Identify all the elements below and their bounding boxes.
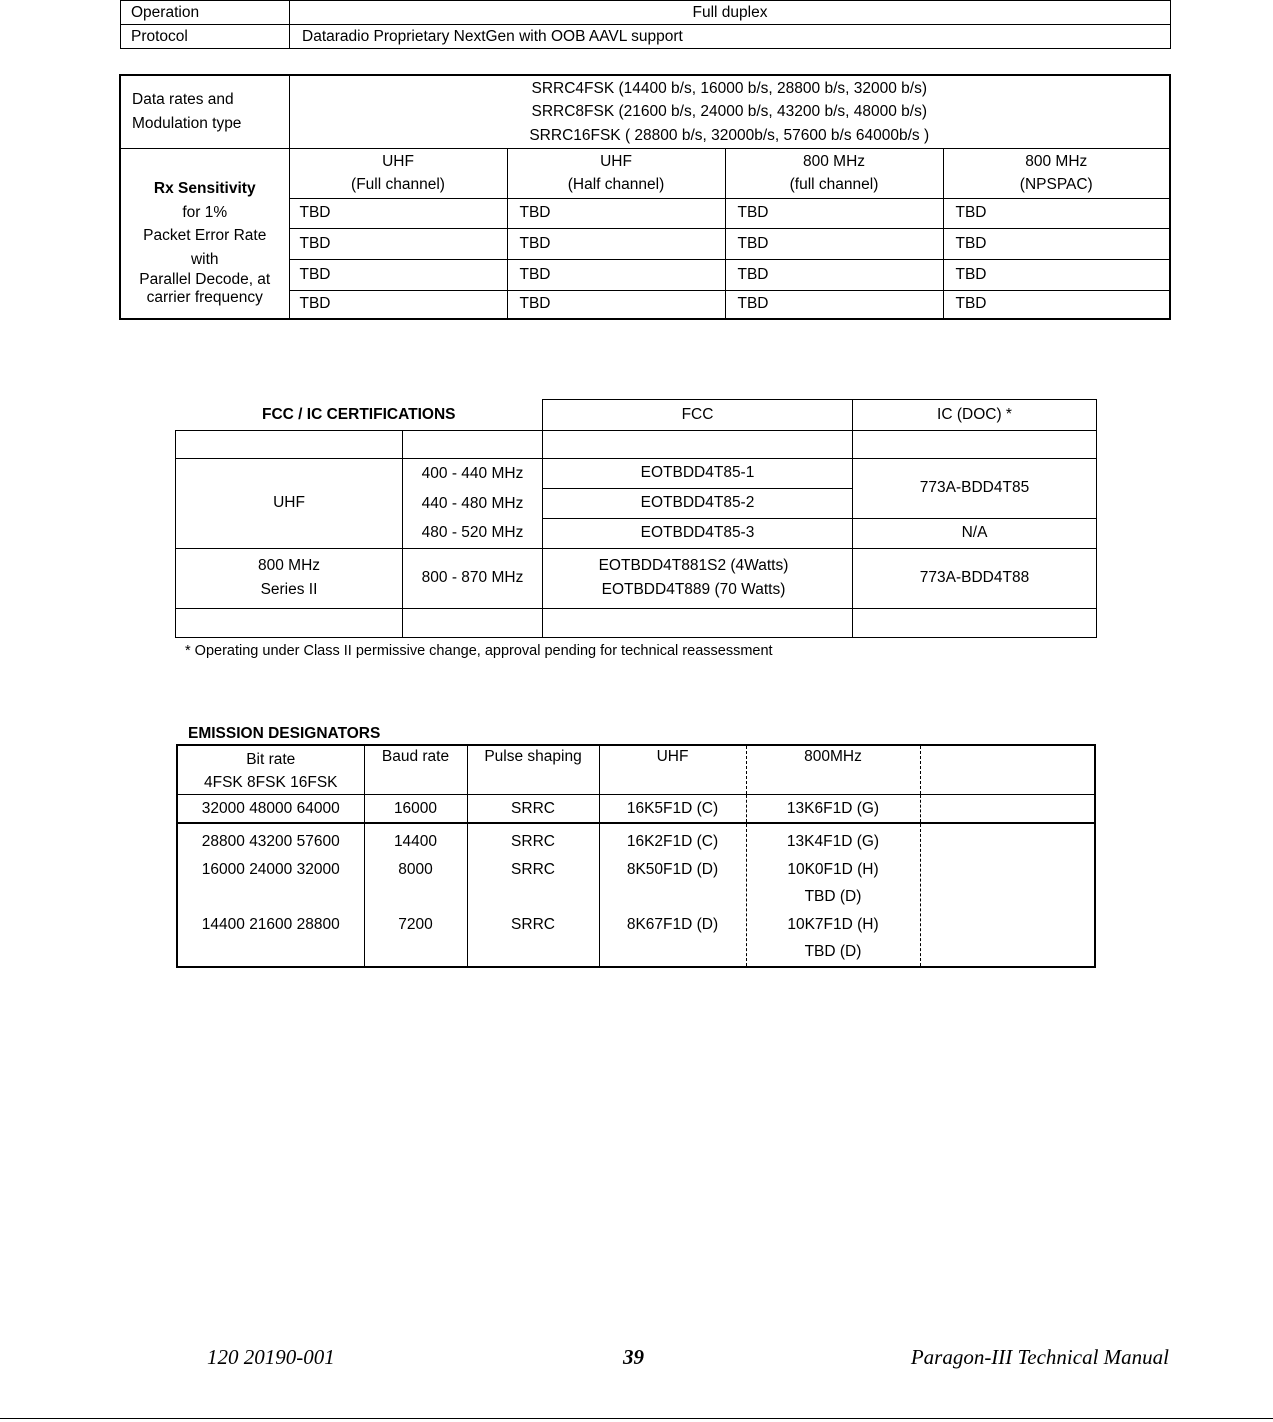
table-cell: TBD [289, 290, 507, 319]
series-800-label [176, 548, 403, 608]
uhf-header: UHF [599, 745, 746, 795]
table-header-row [177, 745, 1095, 795]
series-800-label-line: 800 MHz [257, 557, 321, 574]
bitrate-cell: 32000 48000 64000 [177, 795, 364, 824]
rx-sensitivity-title: Rx Sensitivity [153, 180, 256, 198]
table-row [120, 75, 1170, 148]
empty-cell [543, 608, 853, 637]
ic-header: IC (DOC) * [853, 400, 1097, 431]
empty-cell [920, 745, 1095, 795]
table-cell: TBD [507, 290, 725, 319]
table-row [120, 148, 1170, 198]
table-cell: TBD [507, 228, 725, 259]
uhf-cell: 16K2F1D (C) [626, 833, 719, 850]
data-rates-label-line: Data rates and [132, 90, 234, 108]
column-header [943, 148, 1170, 198]
fcc-certifications-table [175, 399, 1097, 638]
table-row [176, 400, 1097, 431]
table-row [176, 548, 1097, 608]
column-header [507, 148, 725, 198]
empty-cell [543, 431, 853, 459]
rx-sensitivity-line: for 1% [182, 203, 228, 221]
series-800-label-line: Series II [260, 581, 318, 598]
column-header-line: (full channel) [789, 176, 879, 193]
table-row [176, 459, 1097, 489]
manual-title: Paragon-III Technical Manual [910, 1345, 1169, 1369]
bitrate-cell: 16000 24000 32000 [201, 860, 340, 878]
column-header-line: UHF [382, 153, 414, 170]
empty-cell [176, 608, 403, 637]
rx-sensitivity-line: Packet Error Rate [143, 227, 267, 245]
data-rates-label [120, 75, 289, 148]
modulation-item: SRRC4FSK (14400 b/s, 16000 b/s, 28800 b/s, 32000 b/s) [531, 79, 927, 97]
frequency-range: 440 - 480 MHz [421, 494, 524, 512]
table-cell: TBD [507, 198, 725, 228]
column-header-line: (Full channel) [351, 176, 445, 193]
m800-cell: 10K0F1D (H) [787, 860, 879, 878]
table-cell: TBD [725, 290, 943, 319]
table-cell: TBD [943, 198, 1170, 228]
fcc-table-title: FCC / IC CERTIFICATIONS [176, 400, 543, 431]
pulse-column [467, 823, 599, 967]
rx-sensitivity-line: Parallel Decode, at [139, 271, 271, 289]
fcc-header: FCC [543, 400, 853, 431]
table-row [121, 1, 1171, 25]
operation-value: Full duplex [290, 1, 1171, 25]
uhf-cell: 16K5F1D (C) [599, 795, 746, 824]
frequency-range: 800 - 870 MHz [403, 548, 543, 608]
page-number: 39 [623, 1345, 644, 1369]
bitrate-cell: 28800 43200 57600 [201, 833, 340, 850]
table-cell: TBD [289, 198, 507, 228]
bitrate-column [177, 823, 364, 967]
table-cell: TBD [943, 228, 1170, 259]
table-cell: TBD [725, 259, 943, 290]
ic-id: 773A-BDD4T85 [853, 459, 1097, 519]
bitrate-cell [178, 883, 364, 911]
table-cell: TBD [725, 198, 943, 228]
table-cell: TBD [507, 259, 725, 290]
baud-header: Baud rate [364, 745, 467, 795]
ic-id: 773A-BDD4T88 [853, 548, 1097, 608]
fcc-id: EOTBDD4T889 (70 Watts) [601, 581, 786, 598]
table-cell: TBD [289, 259, 507, 290]
fcc-footnote: * Operating under Class II permissive change, approval pending for technical reassessment [185, 643, 773, 659]
footer-rule [0, 1418, 1273, 1419]
pulse-cell: SRRC [511, 860, 555, 878]
rx-sensitivity-label [120, 148, 289, 319]
general-table [120, 0, 1171, 49]
doc-number: 120 20190-001 [207, 1345, 335, 1369]
uhf-label: UHF [176, 459, 403, 549]
empty-cell [176, 431, 403, 459]
uhf-cell [600, 883, 746, 911]
pulse-cell: SRRC [511, 833, 555, 850]
m800-cell: 10K7F1D (H) [787, 915, 879, 933]
column-header-line: 800 MHz [1025, 153, 1088, 170]
m800-cell: TBD (D) [804, 888, 862, 905]
empty-cell [403, 608, 543, 637]
table-row [177, 823, 1095, 967]
table-row [176, 431, 1097, 459]
table-cell: TBD [943, 259, 1170, 290]
baud-cell [365, 938, 467, 966]
header-line: 4FSK 8FSK 16FSK [203, 774, 338, 791]
emission-designators-table [176, 744, 1096, 968]
emission-title: EMISSION DESIGNATORS [188, 725, 381, 742]
uhf-ranges [403, 459, 543, 549]
column-header-line: (NPSPAC) [1019, 176, 1093, 193]
uhf-cell: 8K50F1D (D) [626, 860, 719, 878]
operation-label: Operation [121, 1, 290, 25]
table-row [121, 25, 1171, 49]
rx-sensitivity-line: with [190, 250, 219, 268]
baud-cell: 7200 [398, 915, 433, 933]
pulse-cell [468, 938, 599, 966]
uhf-cell: 8K67F1D (D) [626, 915, 719, 933]
data-rates-label-line: Modulation type [132, 114, 242, 132]
header-line: Bit rate [246, 751, 296, 768]
table-cell: TBD [725, 228, 943, 259]
pulse-cell [468, 883, 599, 911]
fcc-id: EOTBDD4T85-3 [543, 518, 853, 548]
empty-cell [920, 795, 1095, 824]
baud-cell: 14400 [393, 833, 438, 850]
column-header-line: UHF [600, 153, 632, 170]
m800-header: 800MHz [746, 745, 920, 795]
column-header-line: 800 MHz [802, 153, 866, 170]
rx-sensitivity-table [119, 74, 1171, 320]
modulation-list [289, 75, 1170, 148]
column-header-line: (Half channel) [567, 176, 665, 193]
table-row [177, 795, 1095, 824]
m800-cell: 13K4F1D (G) [786, 833, 880, 850]
fcc-id: EOTBDD4T85-2 [543, 488, 853, 518]
table-cell: TBD [943, 290, 1170, 319]
m800-cell: 13K6F1D (G) [746, 795, 920, 824]
column-header [289, 148, 507, 198]
uhf-cell [600, 938, 746, 966]
baud-cell: 8000 [398, 860, 433, 878]
fcc-id-list [543, 548, 853, 608]
modulation-item: SRRC16FSK ( 28800 b/s, 32000b/s, 57600 b/s 64000b/s ) [529, 126, 930, 144]
table-cell: TBD [289, 228, 507, 259]
empty-cell [853, 608, 1097, 637]
frequency-range: 400 - 440 MHz [421, 465, 524, 482]
frequency-range: 480 - 520 MHz [421, 524, 524, 541]
column-header [725, 148, 943, 198]
rx-sensitivity-line: carrier frequency [146, 289, 263, 307]
empty-cell [920, 823, 1095, 967]
table-row [176, 608, 1097, 637]
empty-cell [853, 431, 1097, 459]
m800-cell: TBD (D) [804, 943, 862, 960]
pulse-header: Pulse shaping [467, 745, 599, 795]
pulse-cell: SRRC [467, 795, 599, 824]
ic-id: N/A [853, 518, 1097, 548]
baud-cell [365, 883, 467, 911]
pulse-cell: SRRC [511, 915, 555, 933]
protocol-label: Protocol [121, 25, 290, 49]
baud-column [364, 823, 467, 967]
bitrate-header [177, 745, 364, 795]
baud-cell: 16000 [364, 795, 467, 824]
modulation-item: SRRC8FSK (21600 b/s, 24000 b/s, 43200 b/s, 48000 b/s) [531, 103, 927, 120]
empty-cell [403, 431, 543, 459]
m800-column [746, 823, 920, 967]
uhf-column [599, 823, 746, 967]
bitrate-cell: 14400 21600 28800 [201, 915, 340, 933]
fcc-id: EOTBDD4T85-1 [543, 459, 853, 489]
bitrate-cell [178, 938, 364, 966]
protocol-value: Dataradio Proprietary NextGen with OOB AAVL support [290, 25, 1171, 49]
fcc-id: EOTBDD4T881S2 (4Watts) [598, 557, 789, 574]
